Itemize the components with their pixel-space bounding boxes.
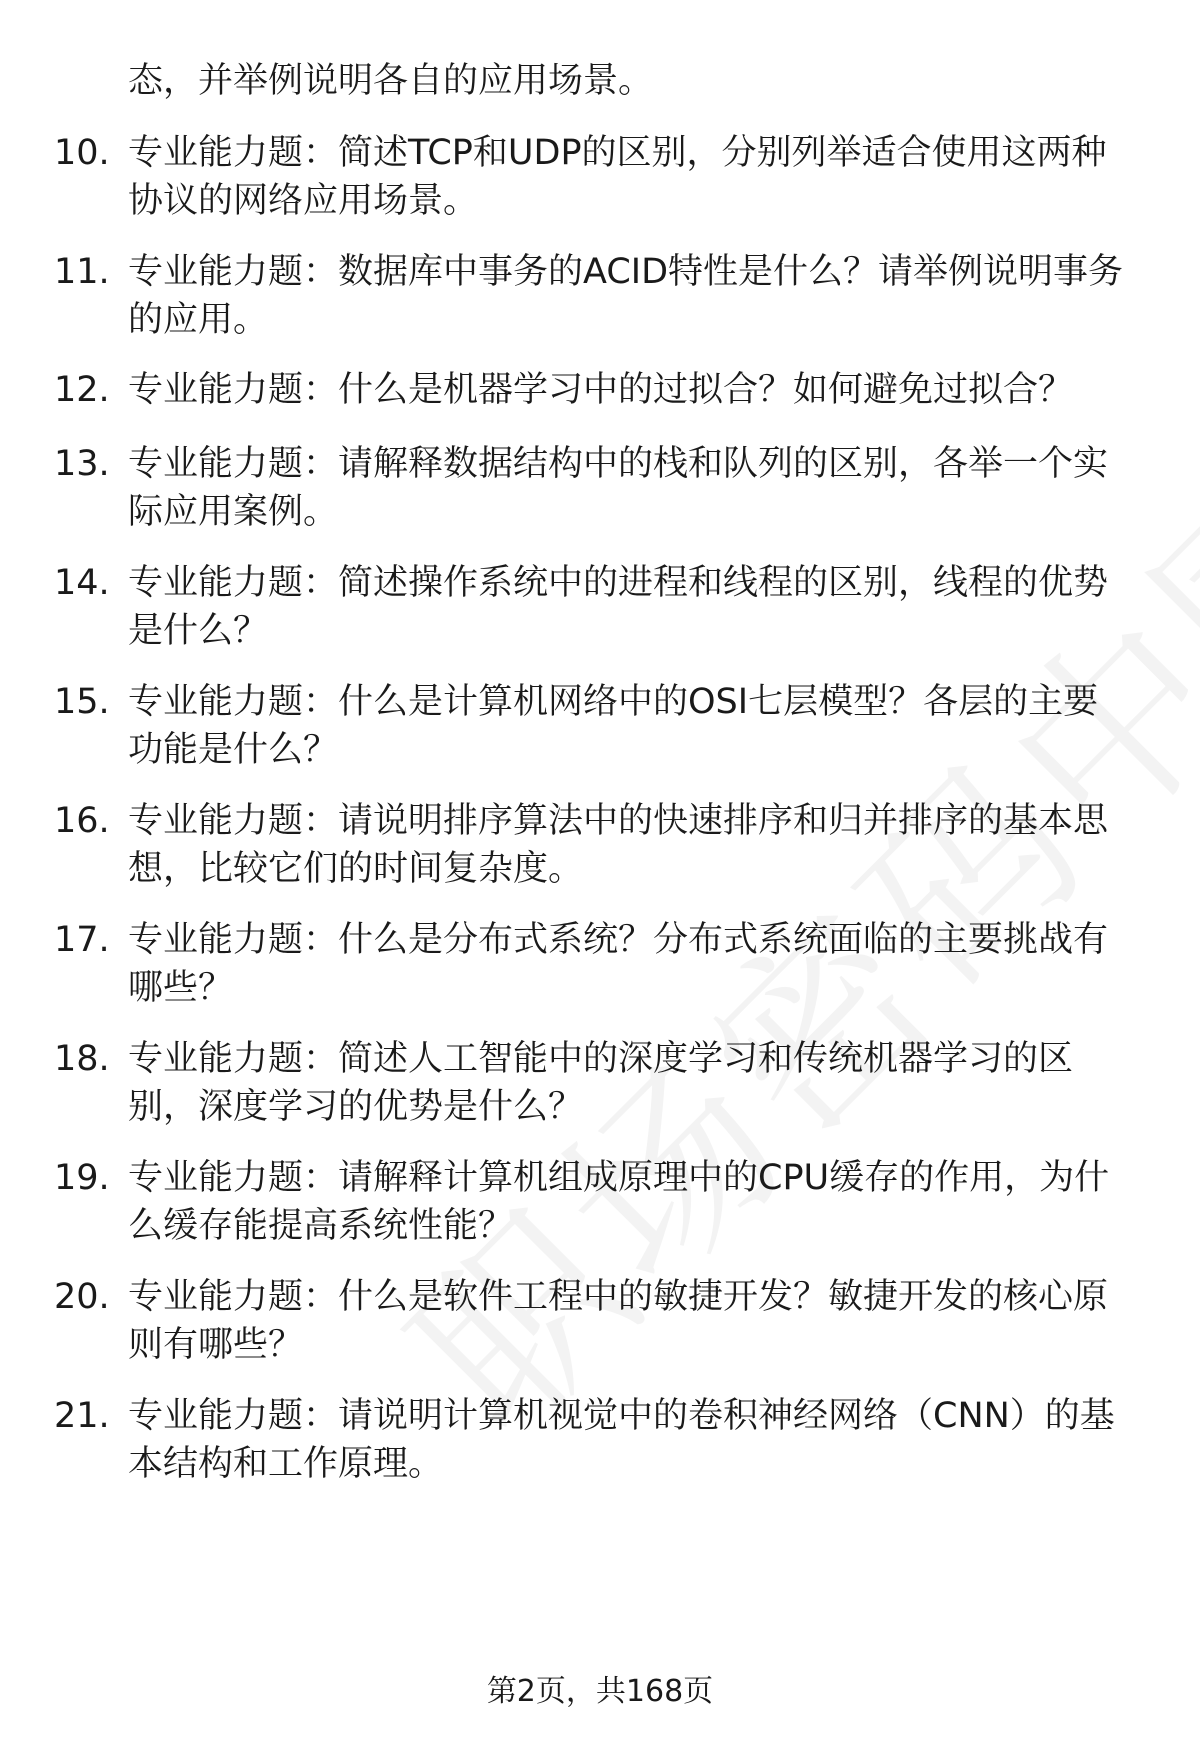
question-text-line: 协议的网络应用场景。 (128, 181, 479, 221)
question-text-line: 哪些？ (128, 968, 234, 1008)
question-text-line: 专业能力题：请说明排序算法中的快速排序和归并排序的基本思 (128, 801, 1109, 841)
question-text-line: 专业能力题：请说明计算机视觉中的卷积神经网络（CNN）的基 (128, 1396, 1115, 1436)
page-footer: 第2页，共168页 (486, 1674, 714, 1709)
question-number: 10. (54, 133, 110, 173)
question-number: 11. (54, 252, 110, 292)
question-text-line: 想，比较它们的时间复杂度。 (128, 849, 584, 889)
question-text-line: 专业能力题：什么是软件工程中的敏捷开发？敏捷开发的核心原 (128, 1277, 1109, 1317)
question-number: 18. (54, 1039, 110, 1079)
question-number: 21. (54, 1396, 110, 1436)
question-number: 19. (54, 1158, 110, 1198)
question-number: 16. (54, 801, 110, 841)
question-text-line: 专业能力题：请解释计算机组成原理中的CPU缓存的作用，为什 (128, 1158, 1110, 1198)
question-text-line: 别，深度学习的优势是什么？ (128, 1087, 584, 1127)
question-text-line: 专业能力题：什么是机器学习中的过拟合？如何避免过拟合？ (128, 370, 1074, 410)
question-text-line: 专业能力题：什么是分布式系统？分布式系统面临的主要挑战有 (128, 920, 1109, 960)
question-number: 17. (54, 920, 110, 960)
question-text-line: 么缓存能提高系统性能？ (128, 1206, 514, 1246)
question-text-line: 的应用。 (128, 300, 269, 340)
question-number: 14. (54, 563, 110, 603)
question-text-line: 功能是什么？ (128, 730, 339, 770)
question-text-line: 是什么？ (128, 611, 269, 651)
question-text-line: 专业能力题：简述人工智能中的深度学习和传统机器学习的区 (128, 1039, 1074, 1079)
question-text-line: 际应用案例。 (128, 492, 339, 532)
question-number: 20. (54, 1277, 110, 1317)
question-text-line: 专业能力题：简述TCP和UDP的区别，分别列举适合使用这两种 (128, 133, 1107, 173)
question-number: 12. (54, 370, 110, 410)
question-text-line: 专业能力题：请解释数据结构中的栈和队列的区别，各举一个实 (128, 444, 1109, 484)
intro-continuation-line: 态，并举例说明各自的应用场景。 (128, 61, 654, 101)
question-text-line: 本结构和工作原理。 (128, 1444, 444, 1484)
question-text-line: 专业能力题：什么是计算机网络中的OSI七层模型？各层的主要 (128, 682, 1099, 722)
question-number: 15. (54, 682, 110, 722)
question-number: 13. (54, 444, 110, 484)
question-text-line: 专业能力题：数据库中事务的ACID特性是什么？请举例说明事务 (128, 252, 1124, 292)
question-text-line: 则有哪些？ (128, 1325, 304, 1365)
question-text-line: 专业能力题：简述操作系统中的进程和线程的区别，线程的优势 (128, 563, 1109, 603)
